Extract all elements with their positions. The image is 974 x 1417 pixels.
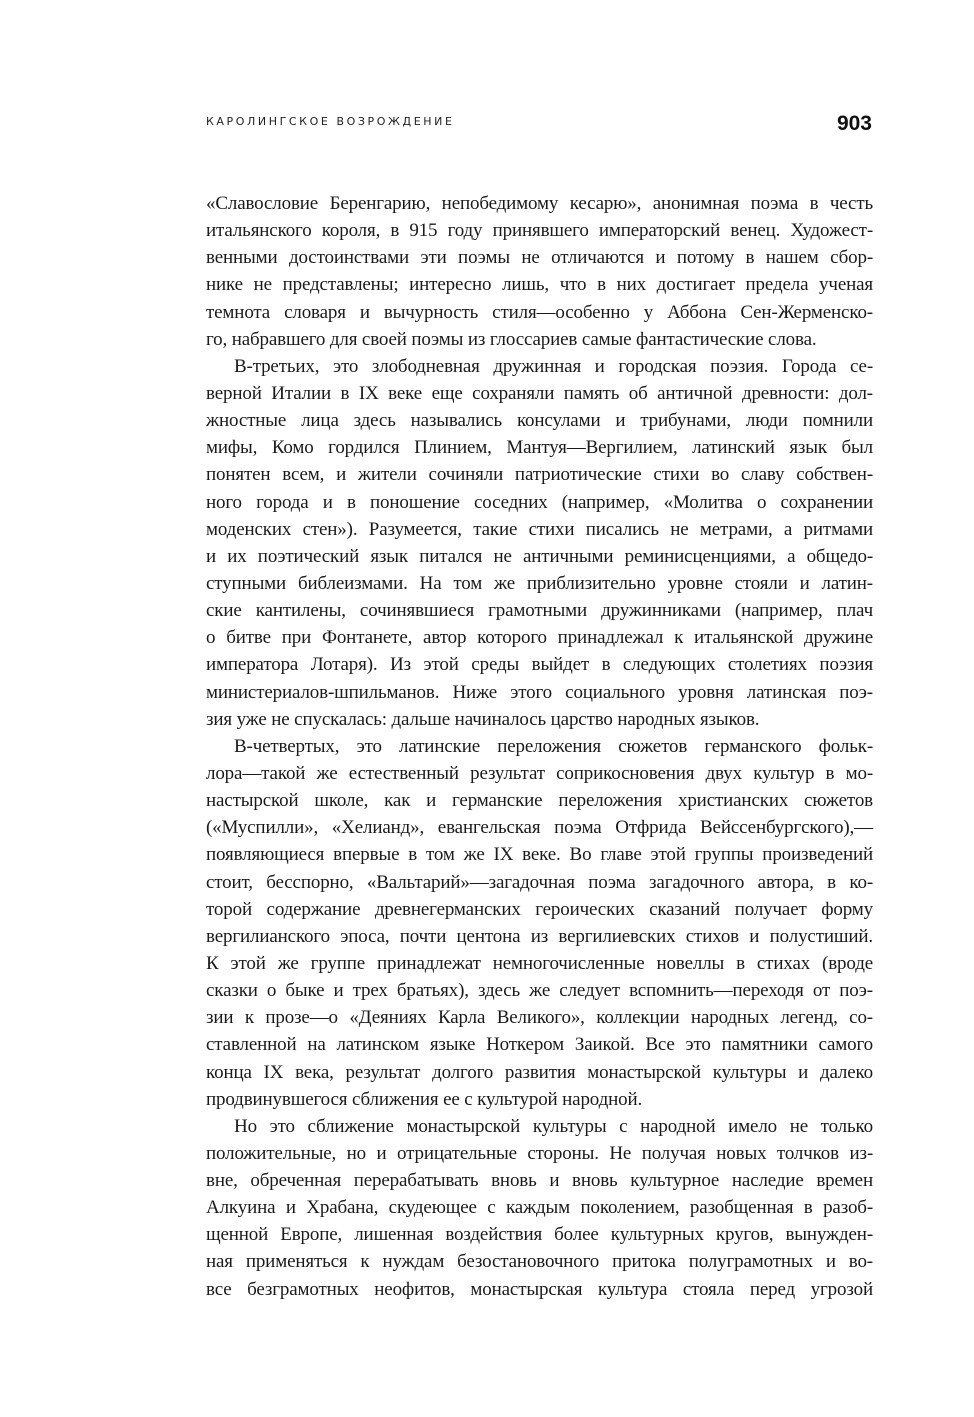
page-number: 903 — [836, 112, 872, 135]
text-line: итальянского короля, в 915 году принявшего императорский венец. Художест- — [206, 220, 873, 242]
text-line: стоит, бесспорно, «Вальтарий»—загадочная поэма загадочного автора, в ко- — [206, 871, 873, 893]
text-line: венными достоинствами эти поэмы не отличаются и потому в нашем сбор- — [206, 247, 873, 269]
text-line: ступными библеизмами. На том же приблизительно уровне стояли и латин- — [206, 572, 873, 594]
text-line: щенной Европе, лишенная воздействия более культурных кругов, вынужден- — [206, 1224, 873, 1246]
paragraph — [206, 190, 873, 353]
text-line: В-третьих, это злободневная дружинная и городская поэзия. Города се- — [234, 355, 873, 377]
text-line: «Славословие Беренгарию, непобедимому кесарю», анонимная поэма в честь — [206, 193, 873, 214]
text-line: ставленной на латинском языке Ноткером Заикой. Все это памятники самого — [206, 1034, 873, 1056]
text-line: настырской школе, как и германские переложения христианских сюжетов — [206, 790, 873, 812]
text-line: все безграмотных неофитов, монастырская культура стояла перед угрозой — [206, 1278, 873, 1300]
text-line: моденских стен»). Разумеется, такие стихи писались не метрами, а ритмами — [206, 518, 873, 540]
text-line: ная применяться к нуждам безостановочного притока полуграмотных и во- — [206, 1251, 873, 1273]
text-line: понятен всем, и жители сочиняли патриотические стихи во славу собствен- — [206, 464, 873, 486]
text-line: продвинувшегося сближения ее с культурой народной. — [206, 1088, 643, 1110]
text-line: положительные, но и отрицательные стороны. Не получая новых толчков из- — [206, 1142, 873, 1164]
text-line: В-четвертых, это латинские переложения сюжетов германского фольк- — [234, 735, 873, 757]
text-line: сказки о быке и трех братьях), здесь же следует вспомнить—переходя от поэ- — [206, 980, 873, 1002]
text-line: конца IX века, результат долгого развития монастырской культуры и далеко — [206, 1061, 873, 1083]
text-line: нике не представлены; интересно лишь, что в них достигает предела ученая — [206, 274, 873, 296]
paragraph — [206, 733, 873, 1113]
text-line: мифы, Комо гордился Плинием, Мантуя—Вергилием, латинский язык был — [206, 437, 873, 459]
text-line: вергилианского эпоса, почти центона из вергилиевских стихов и полустиший. — [206, 925, 873, 947]
text-line: жностные лица здесь назывались консулами и трибунами, люди помнили — [206, 410, 873, 432]
text-line: верной Италии в IX веке еще сохраняли память об античной древности: дол- — [206, 382, 873, 404]
text-line: темнота словаря и вычурность стиля—особенно у Аббона Сен-Жерменско- — [206, 301, 873, 323]
paragraph — [206, 1113, 873, 1303]
text-line: («Муспилли», «Хелианд», евангельская поэма Отфрида Вейссенбургского),— — [206, 817, 873, 839]
text-line: го, набравшего для своей поэмы из глоссариев самые фантастические слова. — [206, 328, 817, 350]
text-line: появляющиеся впервые в том же IX веке. Во главе этой группы произведений — [206, 844, 873, 866]
text-line: Но это сближение монастырской культуры с народной имело не только — [234, 1115, 873, 1137]
text-line: лора—такой же естественный результат соприкосновения двух культур в мо- — [206, 762, 873, 784]
text-line: торой содержание древнегерманских героических сказаний получает форму — [206, 898, 873, 920]
running-head-title: КАРОЛИНГСКОЕ ВОЗРОЖДЕНИЕ — [206, 115, 455, 128]
text-line: о битве при Фонтанете, автор которого принадлежал к итальянской дружине — [206, 627, 873, 649]
text-line: ские кантилены, сочинявшиеся грамотными дружинниками (например, плач — [206, 600, 873, 622]
text-line: зия уже не спускалась: дальше начиналось царство народных языков. — [206, 708, 760, 730]
text-line: зии к прозе—о «Деяниях Карла Великого», коллекции народных легенд, со- — [206, 1007, 873, 1029]
text-line: императора Лотаря). Из этой среды выйдет в следующих столетиях поэзия — [206, 654, 873, 676]
paragraph — [206, 353, 873, 733]
text-line: вне, обреченная перерабатывать вновь и вновь культурное наследие времен — [206, 1170, 873, 1192]
body-text — [206, 190, 873, 1303]
text-line: и их поэтический язык питался не античными реминисценциями, а общедо- — [206, 545, 873, 567]
text-line: Алкуина и Храбана, скудеющее с каждым поколением, разобщенная в разоб- — [206, 1197, 873, 1219]
text-line: министериалов-шпильманов. Ниже этого социального уровня латинская поэ- — [206, 681, 873, 703]
text-line: ного города и в поношение соседних (например, «Молитва о сохранении — [206, 491, 873, 513]
text-line: К этой же группе принадлежат немногочисленные новеллы в стихах (вроде — [206, 952, 873, 974]
